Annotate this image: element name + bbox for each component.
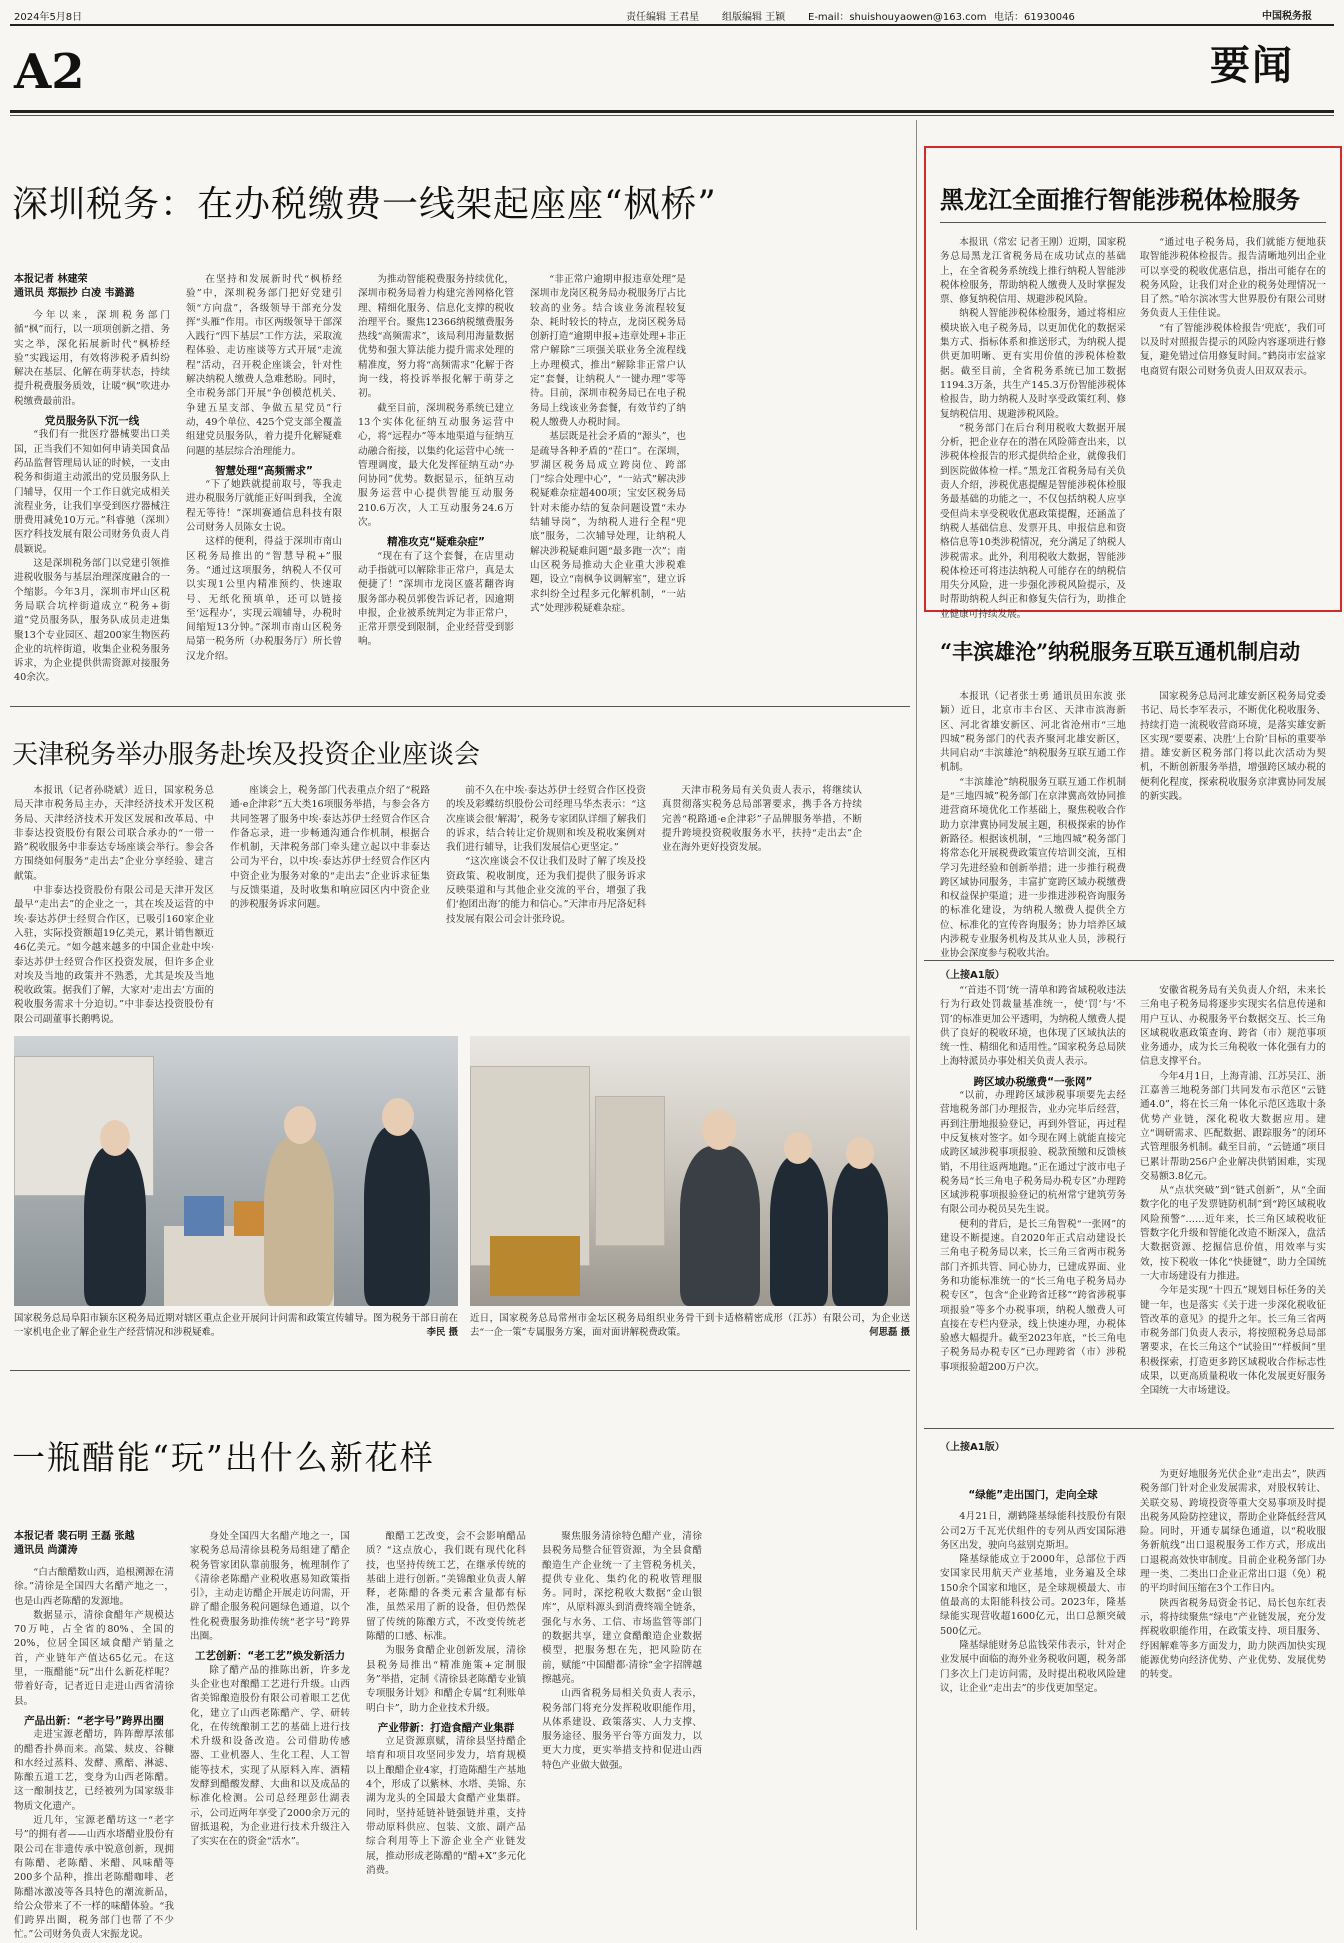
story5-paragraph: 立足资源禀赋，清徐县坚持醋企培育和项目攻坚同步发力，培育规模以上酿醋企业4家，打造陈醋生产基地4个，形成了以紫林、水塔、美锦、东湖为龙头的全国最大食醋产业集群。同时，坚持延链补链强链并重，支持带动原料供应、包装、文旅、副产品综合利用等上下游企业全产业链发展，推动形成老陈醋的“醋+X”多元化消费。	[366, 1736, 526, 1876]
photo-officer-face	[382, 1098, 414, 1136]
story7-paragraph: 陕西省税务局资金书记、局长包东红表示，将持续聚焦“绿电”产业链发展，充分发挥税收职能作用，在政策支持、项目服务、纾困解难等多方面发力，助力陕西加快实现能源优势向经济优势、产业优势、发展优势的转变。	[1140, 1597, 1326, 1681]
story6-paragraph: 安徽省税务局有关负责人介绍，未来长三角电子税务局将逐步实现实名信息传递和用户互认、办税服务平台数据交互、长三角区域税收惠政策查询、跨省（市）规范事项业务通办，成为长三角税收一体化强有力的信息支撑平台。	[1140, 985, 1326, 1068]
story6-paragraph: “以前，办理跨区域涉税事项要先去经营地税务部门办理报告，业办完毕后经营，再到注册地报验登记，再到外管证，再过程中反复核对签字。如今现在网上就能直接完成跨区域涉税事项报验、税款预缴和反馈核销，不用往返两地跑。”正在通过宁波市电子税务局“长三角电子税务局办税专区”办理跨区域涉税事项报验登记的杭州常宁建筑劳务有限公司办税员吴先生说。	[940, 1090, 1126, 1216]
photo1-credit: 李民 摄	[426, 1326, 458, 1338]
story5-paragraph: 聚焦服务清徐特色醋产业，清徐县税务局整合征管资源，为全县食醋酿造生产企业统一了主管税务机关，提供专业化、集约化的税收管理服务。同时，深挖税收大数据“金山银库”，从原料源头到消费终端全链条，强化与水务、工信、市场监管等部门的数据共享，建立食醋酿造企业数据模型，把服务想在先，把风险防在前，赋能“中国醋都·清徐”金字招牌越擦越亮。	[542, 1531, 702, 1685]
story2-col1	[940, 236, 1126, 620]
story4-col1	[14, 784, 214, 1028]
story1-paragraph: 在坚持和发展新时代“枫桥经验”中，深圳税务部门把好党建引领“方向盘”，各级领导干部充分发挥“头雁”作用。市区两级领导干部深入践行“四下基层”工作方法，采取流程体验、走访座谈等方式开展“走流程”活动，召开税企座谈会，针对性解决纳税人缴费人急难愁盼。同时，全市税务部门开展“争创模范机关、争建五星支部、争做五星党员”行动，49个单位、425个党支部全覆盖组建党员服务队，着力提升化解疑难问题的基层综合治理能力。	[186, 274, 342, 457]
photo-officer-figure	[832, 1161, 888, 1306]
vertical-divider	[916, 120, 917, 1930]
story7-paragraph: 隆基绿能财务总监钱荣伟表示，针对企业发展中面临的海外业务税收问题，税务部门多次上门走访问需，及时提出税收风险建议，让企业“走出去”的步伐更加坚定。	[940, 1639, 1126, 1694]
photo-product-box	[234, 1201, 268, 1236]
story6-col2	[1140, 984, 1326, 1418]
story1-paragraph: “我们有一批医疗器械要出口美国，正当我们不知如何申请美国食品药品监督管理局认证的时候，一支由税务和街道主动派出的党员服务队上门辅导，仅用一个工作日就完成相关流程业务，让我们享受到医疗器械注册费用减免10万元。”科睿驰（深圳）医疗科技发展有限公司财务负责人肖晨颖说。	[14, 429, 170, 555]
story2-paragraph: “税务部门在后台利用税收大数据开展分析，把企业存在的潜在风险筛查出来，以涉税体检报告的形式提供给企业，就像我们到医院做体检一样。”黑龙江省税务局有关负责人介绍，涉税优惠提醒是智能涉税体检服务最基础的功能之一，不仅包括纳税人应享受但尚未享受税收优惠政策提醒，还涵盖了纳税人基础信息、发票开具、申报信息和资格信息等10类涉税情况，充分满足了纳税人涉税需求。此外，利用税收大数据，智能涉税体检还可将违法纳税人可能存在的纳税信用失分风险，进一步强化涉税风险提示，及时帮助纳税人纠正和修复失信行为，助推企业健康可持续发展。	[940, 422, 1126, 620]
photo-warehouse-visit	[470, 1036, 910, 1306]
story7-paragraph: 隆基绿能成立于2000年，总部位于西安国家民用航天产业基地，业务遍及全球150余个国家和地区，是全球规模最大、市值最高的太阳能科技公司。2023年，隆基绿能实现营收超1600亿元，出口总额突破500亿元。	[940, 1554, 1126, 1637]
photo-forklift	[490, 1236, 580, 1296]
story7-col1	[940, 1468, 1126, 1930]
story5-subhead: 产品出新：“老字号”跨界出圈	[24, 1714, 164, 1727]
story5-paragraph: 除了醋产品的推陈出新，许多龙头企业也对酿醋工艺进行升级。山西省美锦酿造股份有限公司着眼工艺优化，建立了山西老陈醋产、学、研转化，在传统酿制工艺的基础上进行技术升级和设备改造。公司借助传感器、工业机器人、生化工程、人工智能等技术，实现了从原料入库、酒精发酵到醋酸发酵、大曲和以及成品的标准化检测。公司总经理彭仕湖表示，公司近两年享受了2000余万元的留抵退税，为企业进行技术升级注入了实实在在的资金“活水”。	[190, 1664, 350, 1848]
story5-byline-reporter: 本报记者 裴石明 王磊 张越	[14, 1531, 135, 1542]
story5-top-rule	[10, 1370, 910, 1371]
story3-paragraph: 本报讯（记者张士勇 通讯员田东波 张颖）近日，北京市丰台区、天津市滨海新区、河北省雄安新区、河北省沧州市“三地四城”税务部门的代表齐聚河北雄安新区，共同启动“丰滨雄沧”纳税服务互联互通工作机制。	[940, 691, 1126, 774]
story3-paragraph: 国家税务总局河北雄安新区税务局党委书记、局长李军表示，不断优化税收服务、持续打造一流税收营商环境，是落实雄安新区实现“要要素、决胜‘上台阶’目标的重要举措。雄安新区税务部门将以此次活动为契机，不断创新服务举措，增强跨区域办税的便利化程度，探索税收服务京津冀协同发展的新实践。	[1140, 691, 1326, 803]
story5-col3	[366, 1530, 526, 1930]
photo2-caption-text: 近日，国家税务总局常州市金坛区税务局组织业务骨干到卡适格精密成形（江苏）有限公司，为企业送去“一企一策”专属服务方案，面对面讲解税费政策。	[470, 1313, 910, 1338]
photo-officer-face	[846, 1137, 874, 1169]
story1-paragraph: 今年以来，深圳税务部门循“枫”而行，以一项项创新之措、务实之举，深化拓展新时代“枫桥经验”实践运用，有效将涉税矛盾纠纷解决在基层、化解在萌芽状态，持续提升税费服务质效，让暖“枫”吹进办税缴费最前沿。	[14, 310, 170, 407]
photo2-credit: 何思磊 摄	[869, 1326, 910, 1338]
story4-paragraph: 本报讯（记者孙晓斌）近日，国家税务总局天津市税务局主办，天津经济技术开发区税务局、天津经济技术开发区发展和改革局、中非泰达投资股份有限公司联合承办的“一带一路”税收服务中非泰达专场座谈会举行。参会各方围绕如何服务“走出去”企业分享经验、建言献策。	[14, 785, 214, 882]
story4-paragraph: 天津市税务局有关负责人表示，将继续认真贯彻落实税务总局部署要求，携手各方持续完善“税路通·e企津彩”子品牌服务举措，不断提升跨境投资税收服务水平，扶持“走出去”企业在海外更好投资发展。	[662, 785, 862, 854]
story7-paragraph: 为更好地服务光伏企业“走出去”，陕西税务部门针对企业发展需求，对股权转让、关联交易、跨境投资等重大交易事项及时提出税务风险防控建议，帮助企业降低经营风险。同时，开通专属绿色通道，以“税收服务新航线”出口退税服务工作方式，形成出口退税高效快审制度。目前企业税务部门办理一类、二类出口企业正常出口退（免）税的平均时间压缩在3个工作日内。	[1140, 1469, 1326, 1595]
story1-paragraph: 这是深圳税务部门以党建引领推进税收服务与基层治理深度融合的一个缩影。今年3月，深圳市坪山区税务局联合坑梓街道成立“税务+街道”党员服务队，服务队成员走进集聚13个专业园区、超200家生物医药企业的坑梓街道，收集企业税务服务诉求，为企业提供供需资源对接服务40余次。	[14, 558, 170, 684]
story1-byline-reporter: 本报记者 林建荣	[14, 274, 88, 285]
photo-officer-figure	[770, 1156, 828, 1306]
story4-paragraph: 前不久在中埃·泰达苏伊士经贸合作区投资的埃及彩蝶纺织股份公司经理马华杰表示：“这次座谈会很‘解渴’，税务专家团队详细了解我们的诉求，结合转让定价规则和埃及税收案例对我们进行辅导，让我们发展信心更坚定。”	[446, 785, 646, 854]
story1-paragraph: 基层既是社会矛盾的“源头”，也是疏导各种矛盾的“茬口”。在深圳，罗湖区税务局成立跨岗位、跨部门“综合处理中心”，“一站式”解决涉税疑难杂症超400项；宝安区税务局针对未能办结的复杂问题设置“未办结辅导岗”，为纳税人进行全程“兜底”服务，二次辅导处理，让纳税人解决涉税疑难问题“最多跑一次”；南山区税务局推动大企业重大涉税难题，设立“南枫争议调解室”，建立诉求纠纷全过程多元化解机制，“一站式”处理涉税疑难杂症。	[530, 431, 686, 614]
story2-col2	[1140, 236, 1326, 600]
photo-officer-face	[100, 1120, 130, 1156]
story4-col4	[662, 784, 862, 1028]
story1-subhead: 党员服务队下沉一线	[44, 415, 140, 428]
photo-worker-figure	[264, 1136, 334, 1306]
story3-headline: “丰滨雄沧”纳税服务互联互通机制启动	[940, 639, 1301, 664]
photo-manager-figure	[680, 1146, 760, 1306]
header-email: E-mail：shuishouyaowen@163.com	[808, 12, 987, 23]
story4-col3	[446, 784, 646, 1028]
photo-worker-face	[284, 1106, 316, 1144]
story5-col4	[542, 1530, 702, 1930]
story2-paragraph: “通过电子税务局，我们就能方便地获取智能涉税体检报告。报告清晰地列出企业可以享受的税收优惠信息，指出可能存在的税务风险，让我们对企业的税务处理情况一目了然。”哈尔滨冰雪大世界股份有限公司财务负责人王佳佳说。	[1140, 237, 1326, 320]
story5-paragraph: 山西省税务局相关负责人表示，税务部门将充分发挥税收职能作用，从体系建设、政策落实、人力支撑、服务途径、服务平台等方面发力，以更大力度，更实举措支持和促进山西特色产业做大做强。	[542, 1688, 702, 1771]
story1-paragraph: “下了她跌就提前取号，等我走进办税服务厅就能正好叫到我，全流程无等待！”深圳赛通信息科技有限公司财务人员陈女士说。	[186, 479, 342, 534]
story2-paragraph: “有了智能涉税体检报告‘兜底’，我们可以及时对照报告提示的风险内容逐项进行修复，避免错过信用修复时间。”鹤岗市宏益家电商贸有限公司财务负责人田双双表示。	[1140, 322, 1326, 377]
story1-col1	[14, 273, 170, 684]
story7-paragraph: 4月21日，潮鹤隆基绿能科技股份有限公司2万千瓦光伏组件的专列从西安国际港务区出发，驶向乌兹别克斯坦。	[940, 1511, 1126, 1551]
story1-paragraph: “非正常户逾期申报违章处理”是深圳市龙岗区税务局办税服务厅占比较高的业务。结合该业务流程较复杂、耗时较长的特点，龙岗区税务局创新打造“逾期申报+违章处理+非正常户解除”三项强关联业务全流程线上办理模式，推出“解除非正常户认定”套餐，让纳税人“一键办理”零等待。目前，深圳市税务局已在电子税务局上线该业务套餐，有效节约了纳税人缴费人办税时间。	[530, 274, 686, 428]
story4-top-rule	[10, 706, 910, 707]
story7-col2	[1140, 1468, 1326, 1930]
story4-paragraph: “这次座谈会不仅让我们及时了解了埃及投资政策、税收制度，还为我们提供了服务诉求反映渠道和与其他企业交流的平台，增强了我们‘抱团出海’的能力和信心。”天津市丹尼洛妃科技发展有限公司会计张玲说。	[446, 856, 646, 925]
photo-product-box	[184, 1196, 224, 1236]
photo1-caption	[14, 1312, 458, 1339]
header-paper-name: 中国税务报	[1262, 11, 1312, 22]
photo-shelf	[595, 1096, 665, 1246]
section-name: 要闻	[1210, 42, 1294, 89]
story5-paragraph: 近几年，宝源老醋坊这一“老字号”的拥有者——山西水塔醋业股份有限公司在非遗传承中锐意创新，现拥有陈醋、老陈醋、米醋、风味醋等200多个品种，推出老陈醋咖啡、老陈醋冰激凌等各具特色的潮流新品，给公众带来了不一样的味醋体验。“我们跨界出圈，税务部门也帮了不少忙。”公司财务负责人宋振龙说。	[14, 1815, 174, 1941]
story4-col2	[230, 784, 430, 1028]
story1-subhead: 智慧处理“高频需求”	[215, 464, 313, 477]
story5-subhead: 工艺创新：“老工艺”焕发新活力	[194, 1650, 346, 1663]
story2-paragraph: 纳税人智能涉税体检服务，通过将相应模块嵌入电子税务局，以更加优化的数据采集方式、指标体系和推送形式，为纳税人提供更加明晰、更有实用价值的涉税体检数据。截至目前，全省税务系统已加工数据1194.3万条，共生产145.3万份智能涉税体检报告，助力纳税人及时享受政策红利、修复纳税信用、规避涉税风险。	[940, 308, 1126, 420]
header-date: 2024年5月8日	[14, 12, 83, 23]
photo-manager-face	[702, 1110, 736, 1150]
photo-factory-visit	[14, 1036, 458, 1306]
story5-col1	[14, 1530, 174, 1941]
story1-paragraph: 截至目前，深圳税务系统已建立13个实体化征纳互动服务运营中心，将“远程办”等本地渠道与征纳互动融合衔接，以集约化运营中心统一管理调度，最大化发挥征纳互动“办问协同”优势。数据显示，征纳互动服务运营中心提供智能互动服务210.6万次，人工互动服务24.6万次。	[358, 402, 514, 529]
story6-paragraph: 今年是实现“十四五”规划目标任务的关键一年，也是落实《关于进一步深化税收征管改革的意见》的提升之年。长三角三省两市税务部门负责人表示，将按照税务总局部署要求，在长三角这个“试验田”“样板间”里积极探索，打造更多跨区域税收合作标志性成果，以更高质量税收一体化发展更好服务全国统一大市场建设。	[1140, 1285, 1326, 1397]
story6-paragraph: 便利的背后，是长三角智税“一张网”的建设不断提速。自2020年正式启动建设长三角电子税务局以来，长三角三省两市税务部门齐抓共管、同心协力，已建成界面、业务和功能标准统一的“长三角电子税务局办税专区”，包含“企业跨省迁移”“跨省涉税事项报验”等多个办税事项，纳税人缴费人可直接在专栏内登录，线上快速办理，办税体验感大幅提升。截至2023年底，“长三角电子税务局办税专区”已办理跨省（市）涉税事项报验超200万户次。	[940, 1218, 1126, 1373]
story5-paragraph: 为服务食醋企业创新发展，清徐县税务局推出“精准施策+定制服务”举措，定制《清徐县老陈醋专业镇专项服务计划》和醋企专属“红利账单明白卡”，助力企业技术升级。	[366, 1645, 526, 1714]
header-phone: 电话：61930046	[994, 12, 1075, 23]
story1-paragraph: “现在有了这个套餐，在店里动动手指就可以解除非正常户，真是太便捷了！”深圳市龙岗区盛茗翻咨询服务部办税员郭俊告诉记者，因逾期申报，企业被系统判定为非正常户，正常开票受到限制，企业经营受到影响。	[358, 550, 514, 648]
story1-paragraph: 这样的便利，得益于深圳市南山区税务局推出的“智慧导税+”服务。“通过这项服务，纳税人不仅可以实现1公里内精准预约、快速取号、无纸化预填单，还可以链接至‘远程办’，实现云端辅导，办税时间缩短13分钟。”深圳市南山区税务局第一税务所（办税服务厅）所长曾汉龙介绍。	[186, 536, 342, 662]
story1-headline: 深圳税务：在办税缴费一线架起座座“枫桥”	[12, 184, 717, 225]
section-rule	[10, 110, 1334, 113]
story5-headline: 一瓶醋能“玩”出什么新花样	[12, 1438, 435, 1477]
story1-col3	[358, 273, 514, 665]
story1-subhead: 精准攻克“疑难杂症”	[387, 536, 485, 549]
story4-paragraph: 中非泰达投资股份有限公司是天津开发区最早“走出去”的企业之一，其在埃及运营的中埃·泰达苏伊士经贸合作区，已吸引160家企业入驻，实际投资额超19亿美元，累计销售额近46亿美元。“如今越来越多的中国企业赴中埃·泰达苏伊士经贸合作区投资发展，但许多企业对埃及当地的政策并不熟悉，尤其是埃及当地税收政策。据我们了解，大家对‘走出去’方面的税收服务需求十分迫切。”中非泰达投资股份有限公司副董事长鹅鸭说。	[14, 885, 214, 1025]
story4-paragraph: 座谈会上，税务部门代表重点介绍了“税路通·e企津彩”五大类16项服务举措，与参会各方共同签署了服务中埃·泰达苏伊士经贸合作区合作备忘录，进一步畅通沟通合作机制，根据合作机制，天津税务部门牵头建立起以中非泰达公司为平台，以中埃·泰达苏伊士经贸合作区内中资企业为服务对象的“走出去”企业诉求征集与反馈渠道，及时收集和响应园区内中资企业的涉税服务诉求问题。	[230, 785, 430, 911]
story1-col2	[186, 273, 342, 665]
column-divider	[924, 960, 1334, 961]
section-rule-thin	[10, 115, 1334, 116]
story5-paragraph: 身处全国四大名醋产地之一，国家税务总局清徐县税务局组建了醋企税务管家团队靠前服务，梳理制作了《清徐老陈醋产业税收惠易知政策指引》，主动走访醋企开展走访问需，开辟了醋企服务税问题绿色通道，以个性化税费服务助推传统“老字号”跨界出圈。	[190, 1531, 350, 1643]
story6-paragraph: “‘首违不罚’统一清单和跨省域税收违法行为行政处罚裁量基准统一，使‘罚’与‘不罚’的标准更加公平透明，为纳税人缴费人提供了良好的税收环境，也体现了区域执法的统一性、精细化和适用性。”国家税务总局陕上海特派员办事处相关负责人表示。	[940, 985, 1126, 1068]
story4-headline: 天津税务举办服务赴埃及投资企业座谈会	[12, 740, 481, 770]
header-editor: 责任编辑 王君星	[626, 12, 700, 23]
story5-col2	[190, 1530, 350, 1930]
story3-col2	[1140, 690, 1326, 950]
story7-subhead: “绿能”走出国门，走向全球	[968, 1489, 1098, 1501]
photo-officer-figure	[364, 1126, 430, 1306]
photo-officer-figure	[84, 1146, 146, 1306]
story2-rule	[940, 222, 1326, 223]
header-rule	[10, 24, 1334, 26]
story5-byline-correspondent: 通讯员 尚潇涛	[14, 1545, 78, 1556]
page-number: A2	[14, 44, 85, 100]
header-layout-editor: 组版编辑 王颖	[722, 12, 786, 23]
story5-paragraph: “白古酿醋数山西，追根溯源在清徐。”清徐是全国四大名醋产地之一，也是山西老陈醋的发源地。	[14, 1567, 174, 1607]
story5-subhead: 产业带新：打造食醋产业集群	[377, 1721, 515, 1734]
story2-headline: 黑龙江全面推行智能涉税体检服务	[940, 185, 1300, 214]
photo2-caption	[470, 1312, 910, 1339]
story6-continued-label: （上接A1版）	[940, 970, 1005, 981]
story5-paragraph: 酿醋工艺改变，会不会影响醋品质？“这点放心，我们既有现代化科技，也坚持传统工艺，在继承传统的基础上进行创新。”美锦酿业负责人解释，老陈醋的各类元素含量都有标准，虽然采用了新的设备，但仍然保留了传统的陈酿方式，不改变传统老陈醋的口感、标准。	[366, 1531, 526, 1643]
story6-subhead: 跨区域办税缴费“一张网”	[973, 1075, 1093, 1088]
story7-continued-label: （上接A1版）	[940, 1442, 1005, 1453]
story5-paragraph: 数据显示，清徐食醋年产规模达70万吨，占全省的80%、全国的20%，位居全国区域食醋产销量之首，产业链年产值达65亿元。在这里，一瓶醋能“玩”出什么新花样呢？带着好奇，记者近日走进山西省清徐县。	[14, 1609, 174, 1707]
story6-paragraph: 今年4月1日，上海青浦、江苏吴江、浙江嘉善三地税务部门共同发布示范区“云链通4.0”，将在长三角一体化示范区选取十条优势产业链，深化税收大数据应用。建立“调研需求、匹配数据、跟踪服务”的闭环式管理服务机制。截至目前，“云链通”项目已累计帮助256户企业解决供销困难，实现交易额3.8亿元。	[1140, 1070, 1326, 1182]
story1-col4	[530, 273, 686, 665]
story2-paragraph: 本报讯（常宏 记者王刚）近期，国家税务总局黑龙江省税务局在成功试点的基础上，在全省税务系统线上推行纳税人智能涉税体检服务，帮助纳税人缴费人及时掌握发票、修复纳税信用、规避涉税风险。	[940, 237, 1126, 306]
story3-paragraph: “丰滨雄沧”纳税服务互联互通工作机制是“三地四城”税务部门在京津冀高效协同推进营商环境优化工作基础上，聚焦税收合作助力京津冀协同发展主题，积极探索的协作新路径。根据该机制，“三地四城”税务部门将常态化开展税费政策宣传培训交流，互相学习先进经验和创新举措；进一步推行税费跨区域协同服务，丰富扩宽跨区域办税缴费和权益保护渠道；进一步推进涉税咨询服务的标准化建设，为纳税人缴费人提供全方位、标准化的宣传咨询服务；协力培养区域内涉税专业服务机构及其从业人员，涉税行业协会深度参与税收共治。	[940, 776, 1126, 960]
story1-byline-correspondent: 通讯员 郑振抄 白凌 韦潞潞	[14, 288, 135, 299]
story3-col1	[940, 690, 1126, 960]
story6-col1	[940, 984, 1126, 1418]
photo-officer-face	[784, 1132, 812, 1164]
story7-top-rule	[924, 1428, 1334, 1429]
story5-paragraph: 走进宝源老醋坊，阵阵醇厚浓郁的醋香扑鼻而来。高粱、麸皮、谷糠和水经过蒸料、发酵、熏醅、淋滤、陈酿五道工艺，变身为山西老陈醋。这一酿制技艺，已经被列为国家级非物质文化遗产。	[14, 1729, 174, 1812]
photo1-caption-text: 国家税务总局阜阳市颍东区税务局近期对辖区重点企业开展问计问需和政策宣传辅导。图为税务干部日前在一家机电企业了解企业生产经营情况和涉税疑难。	[14, 1313, 458, 1338]
story1-paragraph: 为推动智能税费服务持续优化，深圳市税务局着力构建完善网格化管理、精细化服务、信息化支撑的税收治理平台。聚焦12366纳税缴费服务热线“高频需求”，该局利用海量数据优势和强大算法能力提升需求处理的精准度，努力将“高频需求”化解于咨询一线，将投诉举报化解于萌芽之初。	[358, 274, 514, 400]
story6-paragraph: 从“点状突破”到“链式创新”，从“全面数字化的电子发票链防机制”到“跨区域税收风险预警”……近年来，长三角区域税收征管数字化升级和智能化改造不断深入，盘活大数据资源、挖掘信息价值，用效率与实效，按下税收一体化“快捷键”，助力全国统一大市场建设有力推进。	[1140, 1185, 1326, 1282]
